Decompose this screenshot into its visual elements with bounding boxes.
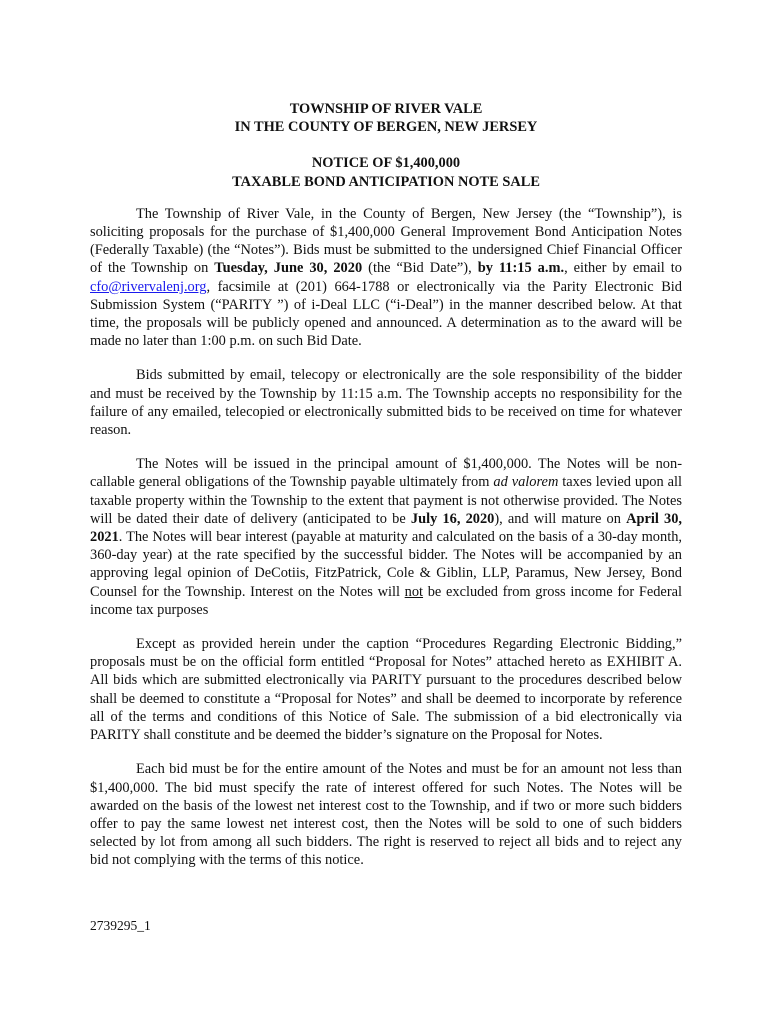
document-heading — [90, 100, 682, 191]
paragraph-responsibility: Bids submitted by email, telecopy or electronically are the sole responsibility of the bidder and must be received by the Township by 11:15 a.m. The Township accepts no responsibility for the failure of any emailed, telecopied or electronically submitted bids to be received on time for whatever reason. — [90, 367, 682, 439]
maturity-date: April 30, 2021 — [90, 510, 683, 546]
p1-text-4: , facsimile at (201) 664-1788 or electronically via the Parity Electronic Bid Submission System (“PARITY ”) of i-Deal LLC (“i-Deal”) in the manner described below. At that time, the proposals will be publicly opened and announced. A determination as to the award will be made no later than 1:00 p.m. on such Bid Date. — [90, 278, 682, 350]
p3-text-5: be excluded from gross income for Federal income tax purposes — [90, 583, 682, 618]
bid-date: Tuesday, June 30, 2020 — [214, 260, 363, 277]
heading-sale: TAXABLE BOND ANTICIPATION NOTE SALE — [232, 173, 540, 190]
p3-text-2: taxes levied upon all taxable property within the Township to the extent that payment is not otherwise provided. The Notes will be dated their date of delivery (anticipated to be — [90, 474, 682, 527]
p1-text-2: (the “Bid Date”), — [362, 260, 478, 277]
p3-text-4: . The Notes will bear interest (payable at maturity and calculated on the basis of a 30-day month, 360-day year) at the rate specified by the successful bidder. The Notes will be accompanied by an approving legal opinion of DeCotiis, FitzPatrick, Cole & Giblin, LLP, Paramus, New Jersey, Bond Counsel for the Township. Interest on the Notes will — [90, 529, 682, 600]
p3-text-1: The Notes will be issued in the principal amount of $1,400,000. The Notes will be non-callable general obligations of the Township payable ultimately from — [90, 456, 682, 491]
paragraph-bid-requirements: Each bid must be for the entire amount of the Notes and must be for an amount not less than $1,400,000. The bid must specify the rate of interest offered for such Notes. The Notes will be awarded on the basis of the lowest net interest cost to the Township, and if two or more such bidders offer to pay the same lowest net interest cost, then the Notes will be sold to one of such bidders selected by lot from among all such bidders. The right is reserved to reject all bids and to reject any bid not complying with the terms of this notice. — [90, 761, 682, 869]
email-link[interactable]: cfo@rivervalenj.org — [90, 278, 207, 295]
bid-time: by 11:15 a.m. — [477, 260, 565, 277]
heading-township: TOWNSHIP OF RIVER VALE — [289, 101, 483, 117]
heading-notice: NOTICE OF $1,400,000 — [311, 155, 461, 172]
document-id: 2739295_1 — [90, 918, 151, 933]
paragraph-solicitation — [90, 205, 682, 351]
heading-county: IN THE COUNTY OF BERGEN, NEW JERSEY — [234, 119, 538, 136]
p1-text-3: , either by email to — [564, 260, 682, 277]
p1-text-1: The Township of River Vale, in the County of Bergen, New Jersey (the “Township”), is soliciting proposals for the purchase of $1,400,000 General Improvement Bond Anticipation Notes (Federally Taxable) (the “Notes”). Bids must be submitted to the undersigned Chief Financial Officer of the Township on — [90, 205, 682, 277]
ad-valorem: ad valorem — [493, 474, 559, 491]
p3-text-3: ), and will mature on — [494, 510, 627, 527]
paragraph-proposal-form: Except as provided herein under the caption “Procedures Regarding Electronic Bidding,” proposals must be on the official form entitled “Proposal for Notes” attached hereto as EXHIBIT A. All bids which are submitted electronically via PARITY pursuant to the procedures described below shall be deemed to constitute a “Proposal for Notes” and shall be deemed to incorporate by reference all of the terms and conditions of this Notice of Sale. The submission of a bid electronically via PARITY shall constitute and be deemed the bidder’s signature on the Proposal for Notes. — [90, 636, 682, 744]
delivery-date: July 16, 2020 — [410, 510, 495, 527]
paragraph-note-terms — [90, 455, 682, 619]
document-page — [90, 100, 682, 886]
underlined-not: not — [404, 583, 424, 600]
